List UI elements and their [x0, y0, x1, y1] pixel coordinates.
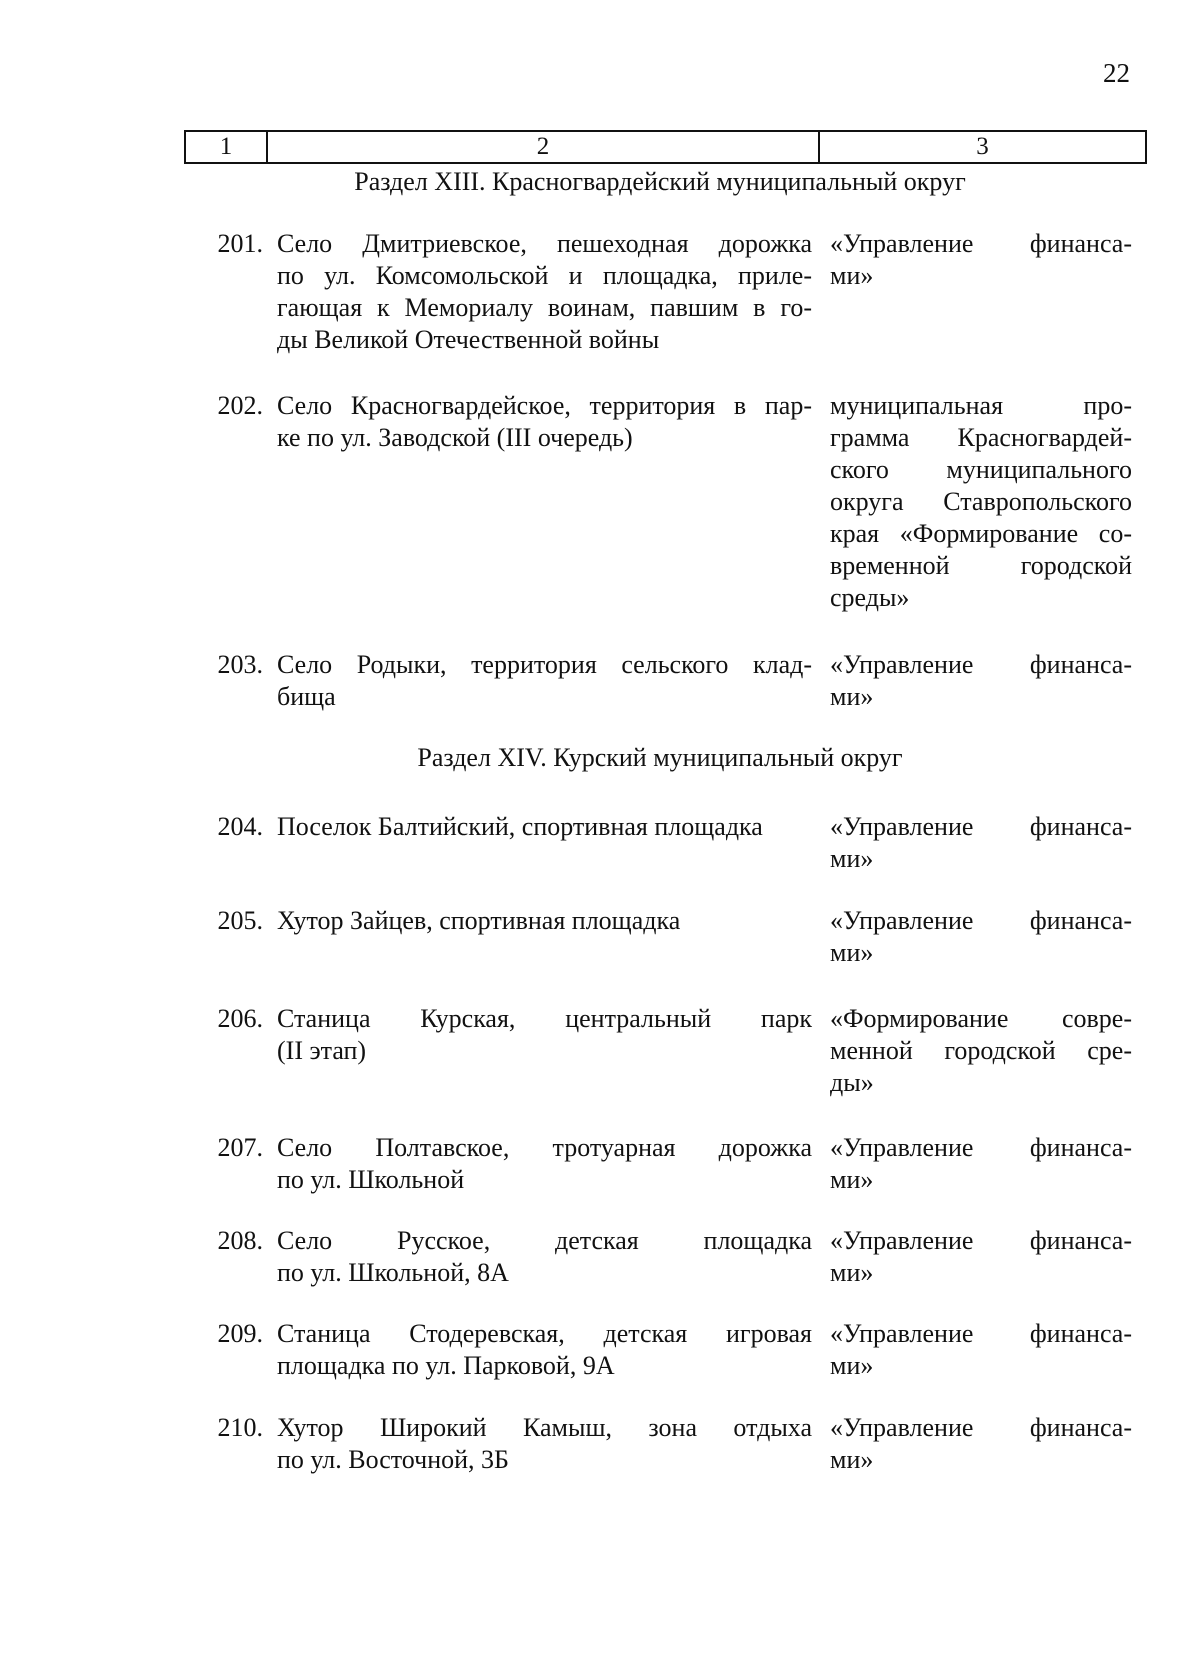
text-line: края «Формирование со-: [830, 519, 1132, 548]
column-header-3: 3: [819, 131, 1146, 163]
text-line: бища: [277, 682, 336, 711]
text-line: по ул. Школьной: [277, 1165, 465, 1194]
row-description: [277, 811, 812, 843]
text-line: ке по ул. Заводской (III очередь): [277, 423, 633, 452]
text-line: «Управление финанса-: [830, 650, 1132, 679]
row-description: [277, 1225, 812, 1289]
text-line: ми»: [830, 844, 874, 873]
row-description: [277, 649, 812, 713]
text-line: Село Русское, детская площадка: [277, 1226, 812, 1255]
row-funding-source: [830, 811, 1132, 875]
row-number: 209.: [217, 1319, 263, 1348]
text-line: временной городской: [830, 551, 1132, 580]
text-line: ми»: [830, 938, 874, 967]
row-number: 206.: [217, 1004, 263, 1033]
row-description: [277, 1412, 812, 1476]
row-funding-source: [830, 1318, 1132, 1382]
text-line: Станица Стодеревская, детская игровая: [277, 1319, 812, 1348]
row-number: 203.: [217, 650, 263, 679]
text-line: «Управление финанса-: [830, 1226, 1132, 1255]
row-description: [277, 1318, 812, 1382]
section-title-14: Раздел XIV. Курский муниципальный округ: [417, 743, 903, 772]
text-line: Село Красногвардейское, территория в пар-: [277, 391, 812, 420]
page-number: 22: [1103, 58, 1130, 88]
text-line: по ул. Восточной, 3Б: [277, 1445, 509, 1474]
row-number: 208.: [217, 1226, 263, 1255]
text-line: ми»: [830, 1445, 874, 1474]
text-line: гающая к Мемориалу воинам, павшим в го-: [277, 293, 812, 322]
text-line: «Формирование совре-: [830, 1004, 1132, 1033]
text-line: «Управление финанса-: [830, 1319, 1132, 1348]
text-line: ды Великой Отечественной войны: [277, 325, 660, 354]
text-line: среды»: [830, 583, 910, 612]
text-line: ми»: [830, 261, 874, 290]
row-funding-source: [830, 1412, 1132, 1476]
section-title-13: Раздел XIII. Красногвардейский муниципальный округ: [354, 167, 966, 196]
text-line: Станица Курская, центральный парк: [277, 1004, 812, 1033]
text-line: менной городской сре-: [830, 1036, 1132, 1065]
text-line: ды»: [830, 1068, 874, 1097]
text-line: ми»: [830, 682, 874, 711]
row-description: [277, 1003, 812, 1067]
row-description: [277, 390, 812, 454]
row-funding-source: [830, 1003, 1132, 1099]
row-funding-source: [830, 649, 1132, 713]
row-description: [277, 1132, 812, 1196]
text-line: Хутор Широкий Камыш, зона отдыха: [277, 1413, 812, 1442]
row-number: 202.: [217, 391, 263, 420]
text-line: «Управление финанса-: [830, 1413, 1132, 1442]
row-number: 204.: [217, 812, 263, 841]
row-number: 210.: [217, 1413, 263, 1442]
text-line: Хутор Зайцев, спортивная площадка: [277, 906, 681, 935]
text-line: ми»: [830, 1165, 874, 1194]
text-line: «Управление финанса-: [830, 812, 1132, 841]
text-line: Поселок Балтийский, спортивная площадка: [277, 812, 763, 841]
row-number: 205.: [217, 906, 263, 935]
row-description: [277, 228, 812, 356]
text-line: (II этап): [277, 1036, 367, 1065]
text-line: ского муниципального: [830, 455, 1132, 484]
text-line: муниципальная про-: [830, 391, 1132, 420]
text-line: «Управление финанса-: [830, 1133, 1132, 1162]
row-funding-source: [830, 1132, 1132, 1196]
text-line: по ул. Школьной, 8А: [277, 1258, 509, 1287]
text-line: площадка по ул. Парковой, 9А: [277, 1351, 615, 1380]
text-line: Село Дмитриевское, пешеходная дорожка: [277, 229, 812, 258]
text-line: Село Родыки, территория сельского клад-: [277, 650, 812, 679]
text-line: по ул. Комсомольской и площадка, приле-: [277, 261, 812, 290]
text-line: «Управление финанса-: [830, 229, 1132, 258]
row-number: 201.: [217, 229, 263, 258]
text-line: «Управление финанса-: [830, 906, 1132, 935]
row-funding-source: [830, 905, 1132, 969]
row-funding-source: [830, 1225, 1132, 1289]
text-line: округа Ставропольского: [830, 487, 1132, 516]
text-line: ми»: [830, 1351, 874, 1380]
row-number: 207.: [217, 1133, 263, 1162]
row-funding-source: [830, 390, 1132, 614]
column-header-2: 2: [267, 131, 819, 163]
text-line: грамма Красногвардей-: [830, 423, 1132, 452]
column-header-table: [184, 130, 1147, 164]
row-funding-source: [830, 228, 1132, 292]
column-header-1: 1: [185, 131, 267, 163]
row-description: [277, 905, 812, 937]
text-line: ми»: [830, 1258, 874, 1287]
text-line: Село Полтавское, тротуарная дорожка: [277, 1133, 812, 1162]
